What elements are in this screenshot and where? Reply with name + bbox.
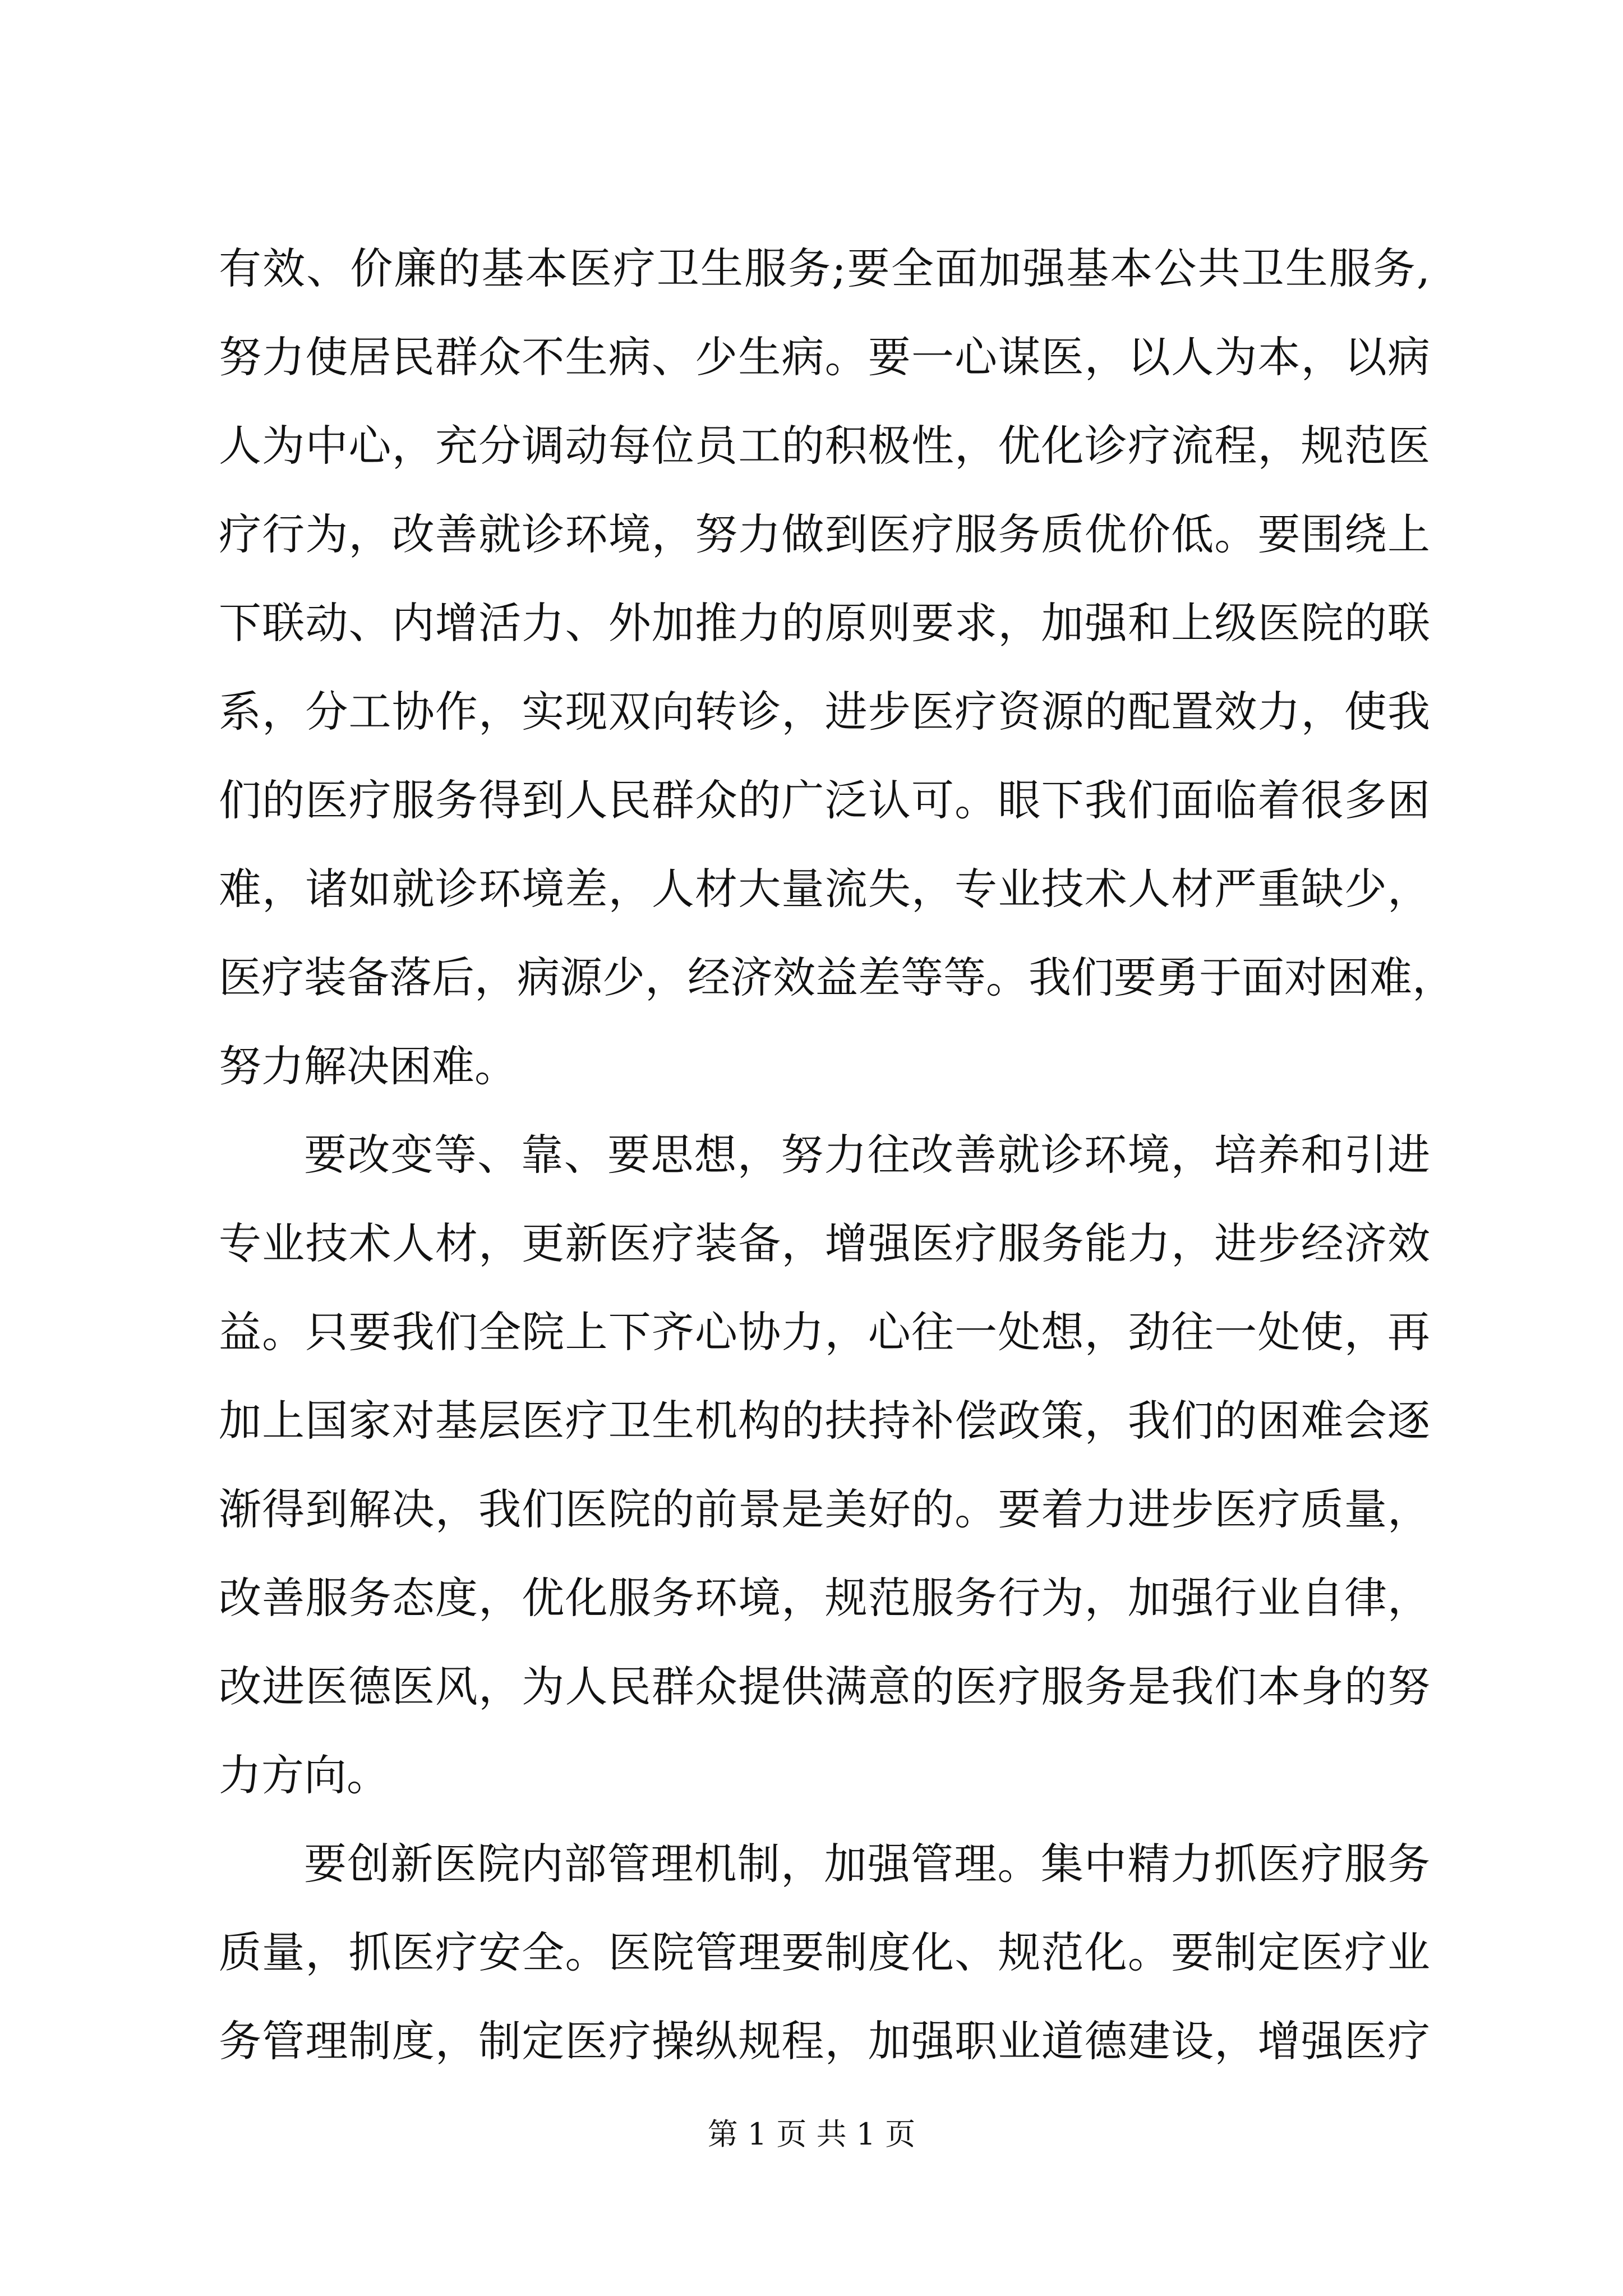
text-line: 医疗装备落后，病源少，经济效益差等等。我们要勇于面对困难， — [219, 953, 1455, 1002]
text-line: 疗行为，改善就诊环境，努力做到医疗服务质优价低。要围绕上 — [219, 509, 1430, 559]
text-line: 努力使居民群众不生病、少生病。要一心谋医，以人为本，以病 — [219, 332, 1430, 382]
text-line: 渐得到解决，我们医院的前景是美好的。要着力进步医疗质量， — [219, 1484, 1430, 1534]
text-line: 务管理制度，制定医疗操纵规程，加强职业道德建设，增强医疗 — [219, 2016, 1430, 2066]
text-line: 有效、价廉的基本医疗卫生服务;要全面加强基本公共卫生服务, — [219, 243, 1430, 293]
text-line: 益。只要我们全院上下齐心协力，心往一处想，劲往一处使，再 — [219, 1307, 1430, 1357]
text-line: 加上国家对基层医疗卫生机构的扶持补偿政策，我们的困难会逐 — [219, 1396, 1430, 1446]
text-line: 要创新医院内部管理机制，加强管理。集中精力抓医疗服务 — [304, 1839, 1430, 1889]
text-line: 质量，抓医疗安全。医院管理要制度化、规范化。要制定医疗业 — [219, 1927, 1430, 1977]
text-line: 下联动、内增活力、外加推力的原则要求，加强和上级医院的联 — [219, 598, 1430, 648]
text-line: 专业技术人材，更新医疗装备，增强医疗服务能力，进步经济效 — [219, 1218, 1430, 1268]
text-line: 改进医德医风，为人民群众提供满意的医疗服务是我们本身的努 — [219, 1662, 1430, 1711]
body-text — [219, 224, 1455, 2086]
text-line: 要改变等、靠、要思想，努力往改善就诊环境，培养和引进 — [304, 1130, 1430, 1180]
page-footer: 第 1 页 共 1 页 — [707, 2116, 916, 2152]
text-line: 难，诸如就诊环境差，人材大量流失，专业技术人材严重缺少， — [219, 864, 1430, 914]
text-line: 们的医疗服务得到人民群众的广泛认可。眼下我们面临着很多困 — [219, 775, 1430, 825]
text-line: 改善服务态度，优化服务环境，规范服务行为，加强行业自律， — [219, 1573, 1430, 1623]
text-line: 人为中心，充分调动每位员工的积极性，优化诊疗流程，规范医 — [219, 421, 1430, 471]
text-line: 努力解决困难。 — [219, 1041, 517, 1091]
text-line: 力方向。 — [219, 1750, 389, 1800]
text-line: 系，分工协作，实现双向转诊，进步医疗资源的配置效力，使我 — [219, 687, 1430, 737]
